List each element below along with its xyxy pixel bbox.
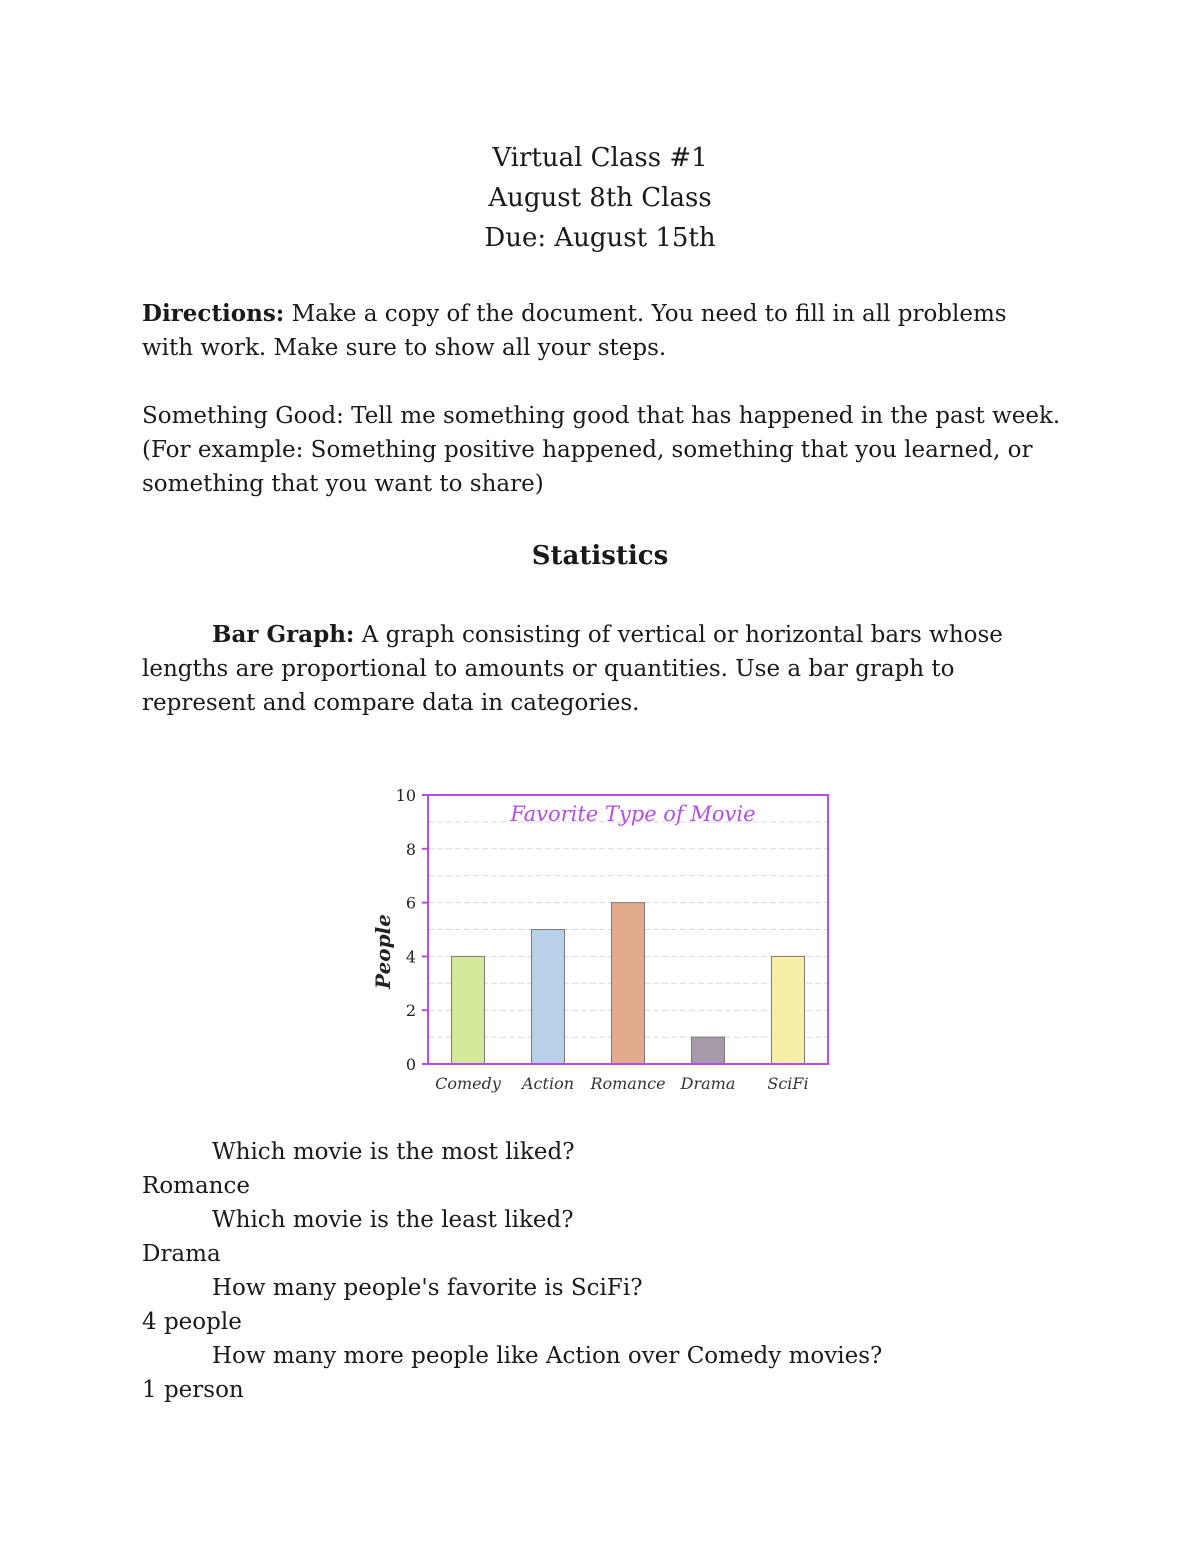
something-good-paragraph [142,399,1062,501]
x-tick-label: Drama [680,1074,736,1093]
y-axis-label: People [371,914,395,989]
something-good-text: Something Good: Tell me something good that has happened in the past week. (For example: Something positive happened, something that you learned, or something that you want to share) [142,403,1061,497]
directions-paragraph [142,297,1062,365]
x-tick-label: Action [522,1074,574,1093]
header-due: Due: August 15th [484,223,716,253]
y-tick-label: 4 [405,947,416,967]
bar-romance [612,903,645,1064]
document-header [0,138,1200,258]
x-tick-label: SciFi [767,1074,809,1093]
question-4: How many more people like Action over Comedy movies? [212,1343,883,1369]
chart-title: Favorite Type of Movie [510,802,756,826]
header-date: August 8th Class [488,183,712,213]
directions-text: Make a copy of the document. You need to fill in all problems with work. Make sure to show all your steps. [142,301,1007,361]
header-title: Virtual Class #1 [492,143,708,173]
y-tick-label: 2 [405,1001,416,1021]
bar-comedy [452,956,485,1064]
question-2: Which movie is the least liked? [212,1207,574,1233]
y-tick-label: 10 [395,786,416,805]
directions-label: Directions: [142,300,285,327]
answer-3: 4 people [142,1309,242,1335]
question-1: Which movie is the most liked? [212,1139,575,1165]
section-title: Statistics [531,541,669,571]
bar-graph-definition [142,618,1062,720]
y-tick-label: 8 [405,839,416,859]
y-tick-label: 6 [405,893,416,913]
answer-2: Drama [142,1241,221,1267]
bar-graph-text: A graph consisting of vertical or horizontal bars whose lengths are proportional to amounts or quantities. Use a bar graph to represent and compare data in categories. [142,622,1003,716]
answer-4: 1 person [142,1377,244,1403]
bar-graph-label: Bar Graph: [212,621,355,648]
x-tick-label: Comedy [435,1074,501,1093]
questions-section [142,1135,1062,1407]
x-tick-label: Romance [590,1074,666,1093]
y-tick-label: 0 [405,1055,416,1074]
favorite-movie-bar-chart [360,780,840,1100]
bar-drama [692,1037,725,1064]
answer-1: Romance [142,1173,250,1199]
bar-scifi [772,956,805,1064]
bar-action [532,930,565,1065]
chart-svg [360,780,840,1100]
question-3: How many people's favorite is SciFi? [212,1275,643,1301]
